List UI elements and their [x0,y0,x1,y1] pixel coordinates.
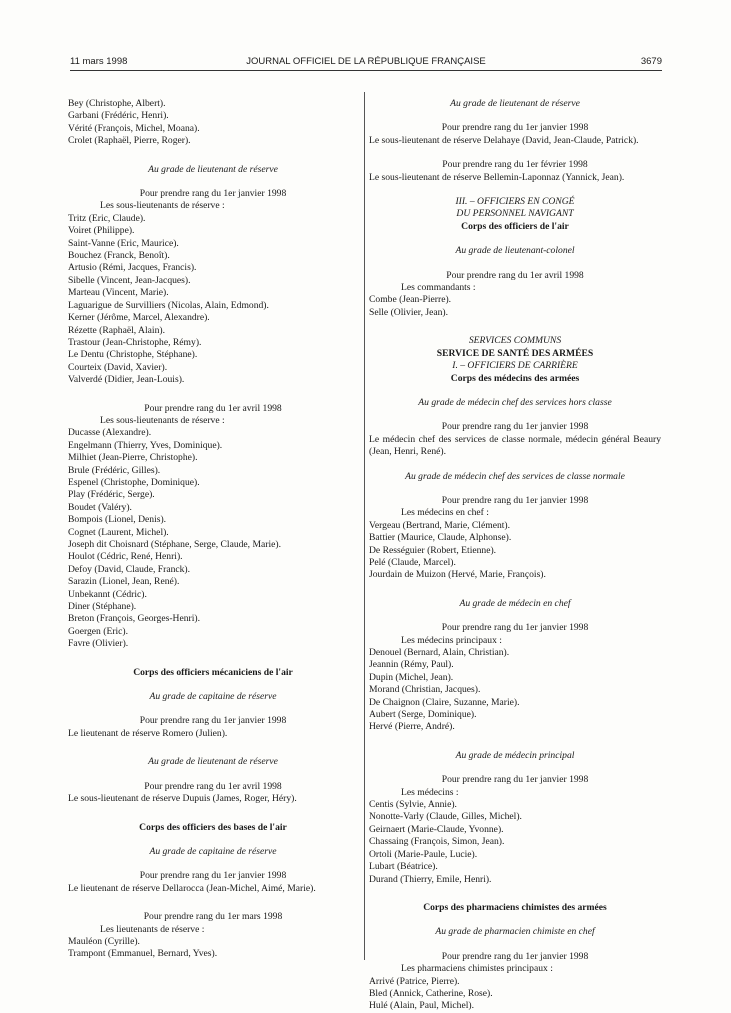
list-entry: Denouel (Bernard, Alain, Christian). [369,647,510,658]
group-intro: Les médecins en chef : [401,507,489,519]
spacer [68,387,358,403]
spacer [68,895,358,911]
list-entry: Play (Frédéric, Serge). [68,489,155,501]
spacer [369,939,661,951]
grade-heading: Au grade de lieutenant de réserve [450,98,580,109]
spacer [68,740,358,756]
section-heading: Corps des pharmaciens chimistes des armées [423,901,607,913]
list-entry: Selle (Olivier, Jean). [369,306,449,318]
list-entry: Nonotte-Varly (Claude, Gilles, Michel). [369,811,522,823]
rank-date-line: Pour prendre rang du 1er avril 1998 [144,780,282,792]
header-title: JOURNAL OFFICIEL DE LA RÉPUBLIQUE FRANÇAISE [246,56,486,67]
list-entry: Tritz (Eric, Claude). [68,212,146,224]
list-entry: Dupin (Michel, Jean). [369,671,454,683]
list-entry: Le Dentu (Christophe, Stéphane). [68,349,198,361]
list-entry: Crolet (Raphaël, Pierre, Roger). [68,135,191,147]
list-entry: Rézette (Raphaël, Alain). [68,324,165,336]
list-entry: Jourdain de Muizon (Hervé, Marie, François). [369,569,546,581]
list-entry: Lubart (Béatrice). [369,861,438,873]
list-entry: Marteau (Vincent, Marie). [68,287,169,299]
group-intro: Les médecins : [401,786,459,798]
spacer [68,148,358,164]
grade-heading: Au grade de pharmacien chimiste en chef [435,926,595,938]
list-entry: Durand (Thierry, Emile, Henri). [369,873,492,885]
list-entry: Brule (Frédéric, Gilles). [68,464,161,476]
spacer [369,385,661,397]
spacer [369,409,661,421]
column-divider [364,92,365,960]
left-column [68,98,358,961]
header-date: 11 mars 1998 [70,56,128,67]
spacer [369,914,661,926]
spacer [369,110,661,122]
section-heading: Corps des officiers des bases de l'air [139,821,287,833]
rank-date-line: Pour prendre rang du 1er janvier 1998 [441,494,589,506]
right-column [369,98,661,1013]
list-entry: Le lieutenant de réserve Dellarocca (Jean-Michel, Aimé, Marie). [68,882,316,894]
list-entry: Vérité (François, Michel, Moana). [68,122,200,134]
spacer [369,184,661,196]
grade-heading: Au grade de capitaine de réserve [149,691,277,703]
section-heading: SERVICE DE SANTÉ DES ARMÉES [436,347,594,359]
list-entry: Le lieutenant de réserve Romero (Julien). [68,727,228,739]
list-entry: Saint-Vanne (Eric, Maurice). [68,237,179,249]
spacer [369,762,661,774]
rank-date-line: Pour prendre rang du 1er janvier 1998 [441,950,589,962]
section-heading: Corps des officiers mécaniciens de l'air [133,666,293,678]
section-heading: Corps des médecins des armées [450,372,580,384]
group-intro: Les pharmaciens chimistes principaux : [401,963,553,975]
list-entry: De Rességuier (Robert, Etienne). [369,544,497,556]
list-entry: Bompois (Lionel, Denis). [68,514,167,526]
list-entry: Hulé (Alain, Paul, Michel). [369,1000,474,1012]
grade-heading: Au grade de lieutenant de réserve [148,163,278,175]
list-entry: Combe (Jean-Pierre). [369,294,452,306]
paragraph: Le médecin chef des services de classe normale, médecin général Beaury (Jean, Henri, René). [369,433,661,458]
spacer [369,319,661,335]
list-entry: Kerner (Jérôme, Marcel, Alexandre). [68,312,210,324]
rank-date-line: Pour prendre rang du 1er avril 1998 [144,402,282,414]
list-entry: Battier (Maurice, Claude, Alphonse). [369,532,512,544]
list-entry: Le sous-lieutenant de réserve Dupuis (James, Roger, Héry). [68,793,297,805]
spacer [369,233,661,245]
group-intro: Les médecins principaux : [401,634,502,646]
group-intro: Les sous-lieutenants de réserve : [100,200,225,212]
list-entry: Houlot (Cédric, René, Henri). [68,551,183,563]
list-entry: Milhiet (Jean-Pierre, Christophe). [68,452,198,464]
list-entry: Courteix (David, Xavier). [68,361,168,373]
grade-heading: III. – OFFICIERS EN CONGÉ [455,196,575,208]
spacer [369,886,661,902]
grade-heading: Au grade de médecin chef des services de classe normale [405,470,625,482]
grade-heading: Au grade de médecin en chef [459,597,571,609]
list-entry: Arrivé (Patrice, Pierre). [369,975,460,987]
spacer [68,806,358,822]
header-rule [70,70,662,71]
list-entry: Centis (Sylvie, Annie). [369,799,457,811]
list-entry: Garbani (Frédéric, Henri). [68,110,169,122]
list-entry: Valverdé (Didier, Jean-Louis). [68,374,185,386]
rank-date-line: Pour prendre rang du 1er janvier 1998 [441,622,589,634]
spacer [369,258,661,270]
list-entry: Ortoli (Marie-Paule, Lucie). [369,848,478,860]
paragraph: Le sous-lieutenant de réserve Delahaye (David, Jean-Claude, Patrick). [369,134,639,146]
list-entry: Aubert (Serge, Dominique). [369,709,477,721]
list-entry: Bled (Annick, Catherine, Rose). [369,987,493,999]
rank-date-line: Pour prendre rang du 1er janvier 1998 [139,715,287,727]
list-entry: Voiret (Philippe). [68,225,135,237]
list-entry: Pelé (Claude, Marcel). [369,556,456,568]
list-entry: Breton (François, Georges-Henri). [68,613,200,625]
list-entry: Geirnaert (Marie-Claude, Yvonne). [369,823,504,835]
list-entry: Engelmann (Thierry, Yves, Dominique). [68,439,223,451]
grade-heading: Au grade de lieutenant de réserve [148,756,278,768]
rank-date-line: Pour prendre rang du 1er février 1998 [442,159,588,171]
grade-heading: SERVICES COMMUNS [468,335,562,347]
list-entry: Mauléon (Cyrille). [68,935,140,947]
list-entry: Sibelle (Vincent, Jean-Jacques). [68,274,191,286]
list-entry: Trastour (Jean-Christophe, Rémy). [68,336,202,348]
spacer [68,769,358,781]
group-intro: Les lieutenants de réserve : [100,923,205,935]
rank-date-line: Pour prendre rang du 1er janvier 1998 [441,122,589,134]
grade-heading: I. – OFFICIERS DE CARRIÈRE [452,360,578,372]
rank-date-line: Pour prendre rang du 1er mars 1998 [143,911,283,923]
list-entry: Espenel (Christophe, Dominique). [68,476,200,488]
grade-heading: Au grade de médecin principal [455,749,575,761]
spacer [68,679,358,691]
section-heading: Corps des officiers de l'air [461,220,569,232]
list-entry: Bouchez (Franck, Benoît). [68,250,170,262]
list-entry: Goergen (Eric). [68,625,129,637]
spacer [369,610,661,622]
list-entry: Jeannin (Rémy, Paul). [369,659,454,671]
list-entry: De Chaignon (Claire, Suzanne, Marie). [369,696,520,708]
page-header [70,56,662,70]
list-entry: Unbekannt (Cédric). [68,588,147,600]
list-entry: Boudet (Valéry). [68,501,132,513]
spacer [68,176,358,188]
list-entry: Hervé (Pierre, André). [369,721,455,733]
list-entry: Vergeau (Bertrand, Marie, Clément). [369,519,511,531]
list-entry: Artusio (Rémi, Jacques, Francis). [68,262,197,274]
rank-date-line: Pour prendre rang du 1er janvier 1998 [139,188,287,200]
list-entry: Favre (Olivier). [68,638,129,650]
page-number: 3679 [640,56,662,67]
list-entry: Sarazin (Lionel, Jean, René). [68,576,180,588]
rank-date-line: Pour prendre rang du 1er janvier 1998 [441,774,589,786]
spacer [369,147,661,159]
grade-heading: Au grade de capitaine de réserve [149,845,277,857]
spacer [68,834,358,846]
list-entry: Morand (Christian, Jacques). [369,684,481,696]
list-entry: Laguarigue de Survilliers (Nicolas, Alain, Edmond). [68,299,269,311]
grade-heading: Au grade de médecin chef des services hors classe [418,396,612,408]
list-entry: Ducasse (Alexandre). [68,427,152,439]
grade-heading: DU PERSONNEL NAVIGANT [456,208,574,220]
group-intro: Les sous-lieutenants de réserve : [100,414,225,426]
spacer [369,459,661,471]
list-entry: Trampont (Emmanuel, Bernard, Yves). [68,948,218,960]
spacer [68,858,358,870]
spacer [369,734,661,750]
spacer [369,582,661,598]
group-intro: Les commandants : [401,282,476,294]
rank-date-line: Pour prendre rang du 1er janvier 1998 [441,421,589,433]
list-entry: Cognet (Laurent, Michel). [68,526,169,538]
list-entry: Bey (Christophe, Albert). [68,98,166,109]
list-entry: Chassaing (François, Simon, Jean). [369,836,505,848]
rank-date-line: Pour prendre rang du 1er janvier 1998 [139,870,287,882]
rank-date-line: Pour prendre rang du 1er avril 1998 [446,269,584,281]
paragraph: Le sous-lieutenant de réserve Bellemin-Laponnaz (Yannick, Jean). [369,171,625,183]
list-entry: Defoy (David, Claude, Franck). [68,563,191,575]
grade-heading: Au grade de lieutenant-colonel [455,245,575,257]
spacer [369,483,661,495]
spacer [68,703,358,715]
spacer [68,651,358,667]
list-entry: Joseph dit Choisnard (Stéphane, Serge, Claude, Marie). [68,539,281,550]
list-entry: Diner (Stéphane). [68,601,137,613]
